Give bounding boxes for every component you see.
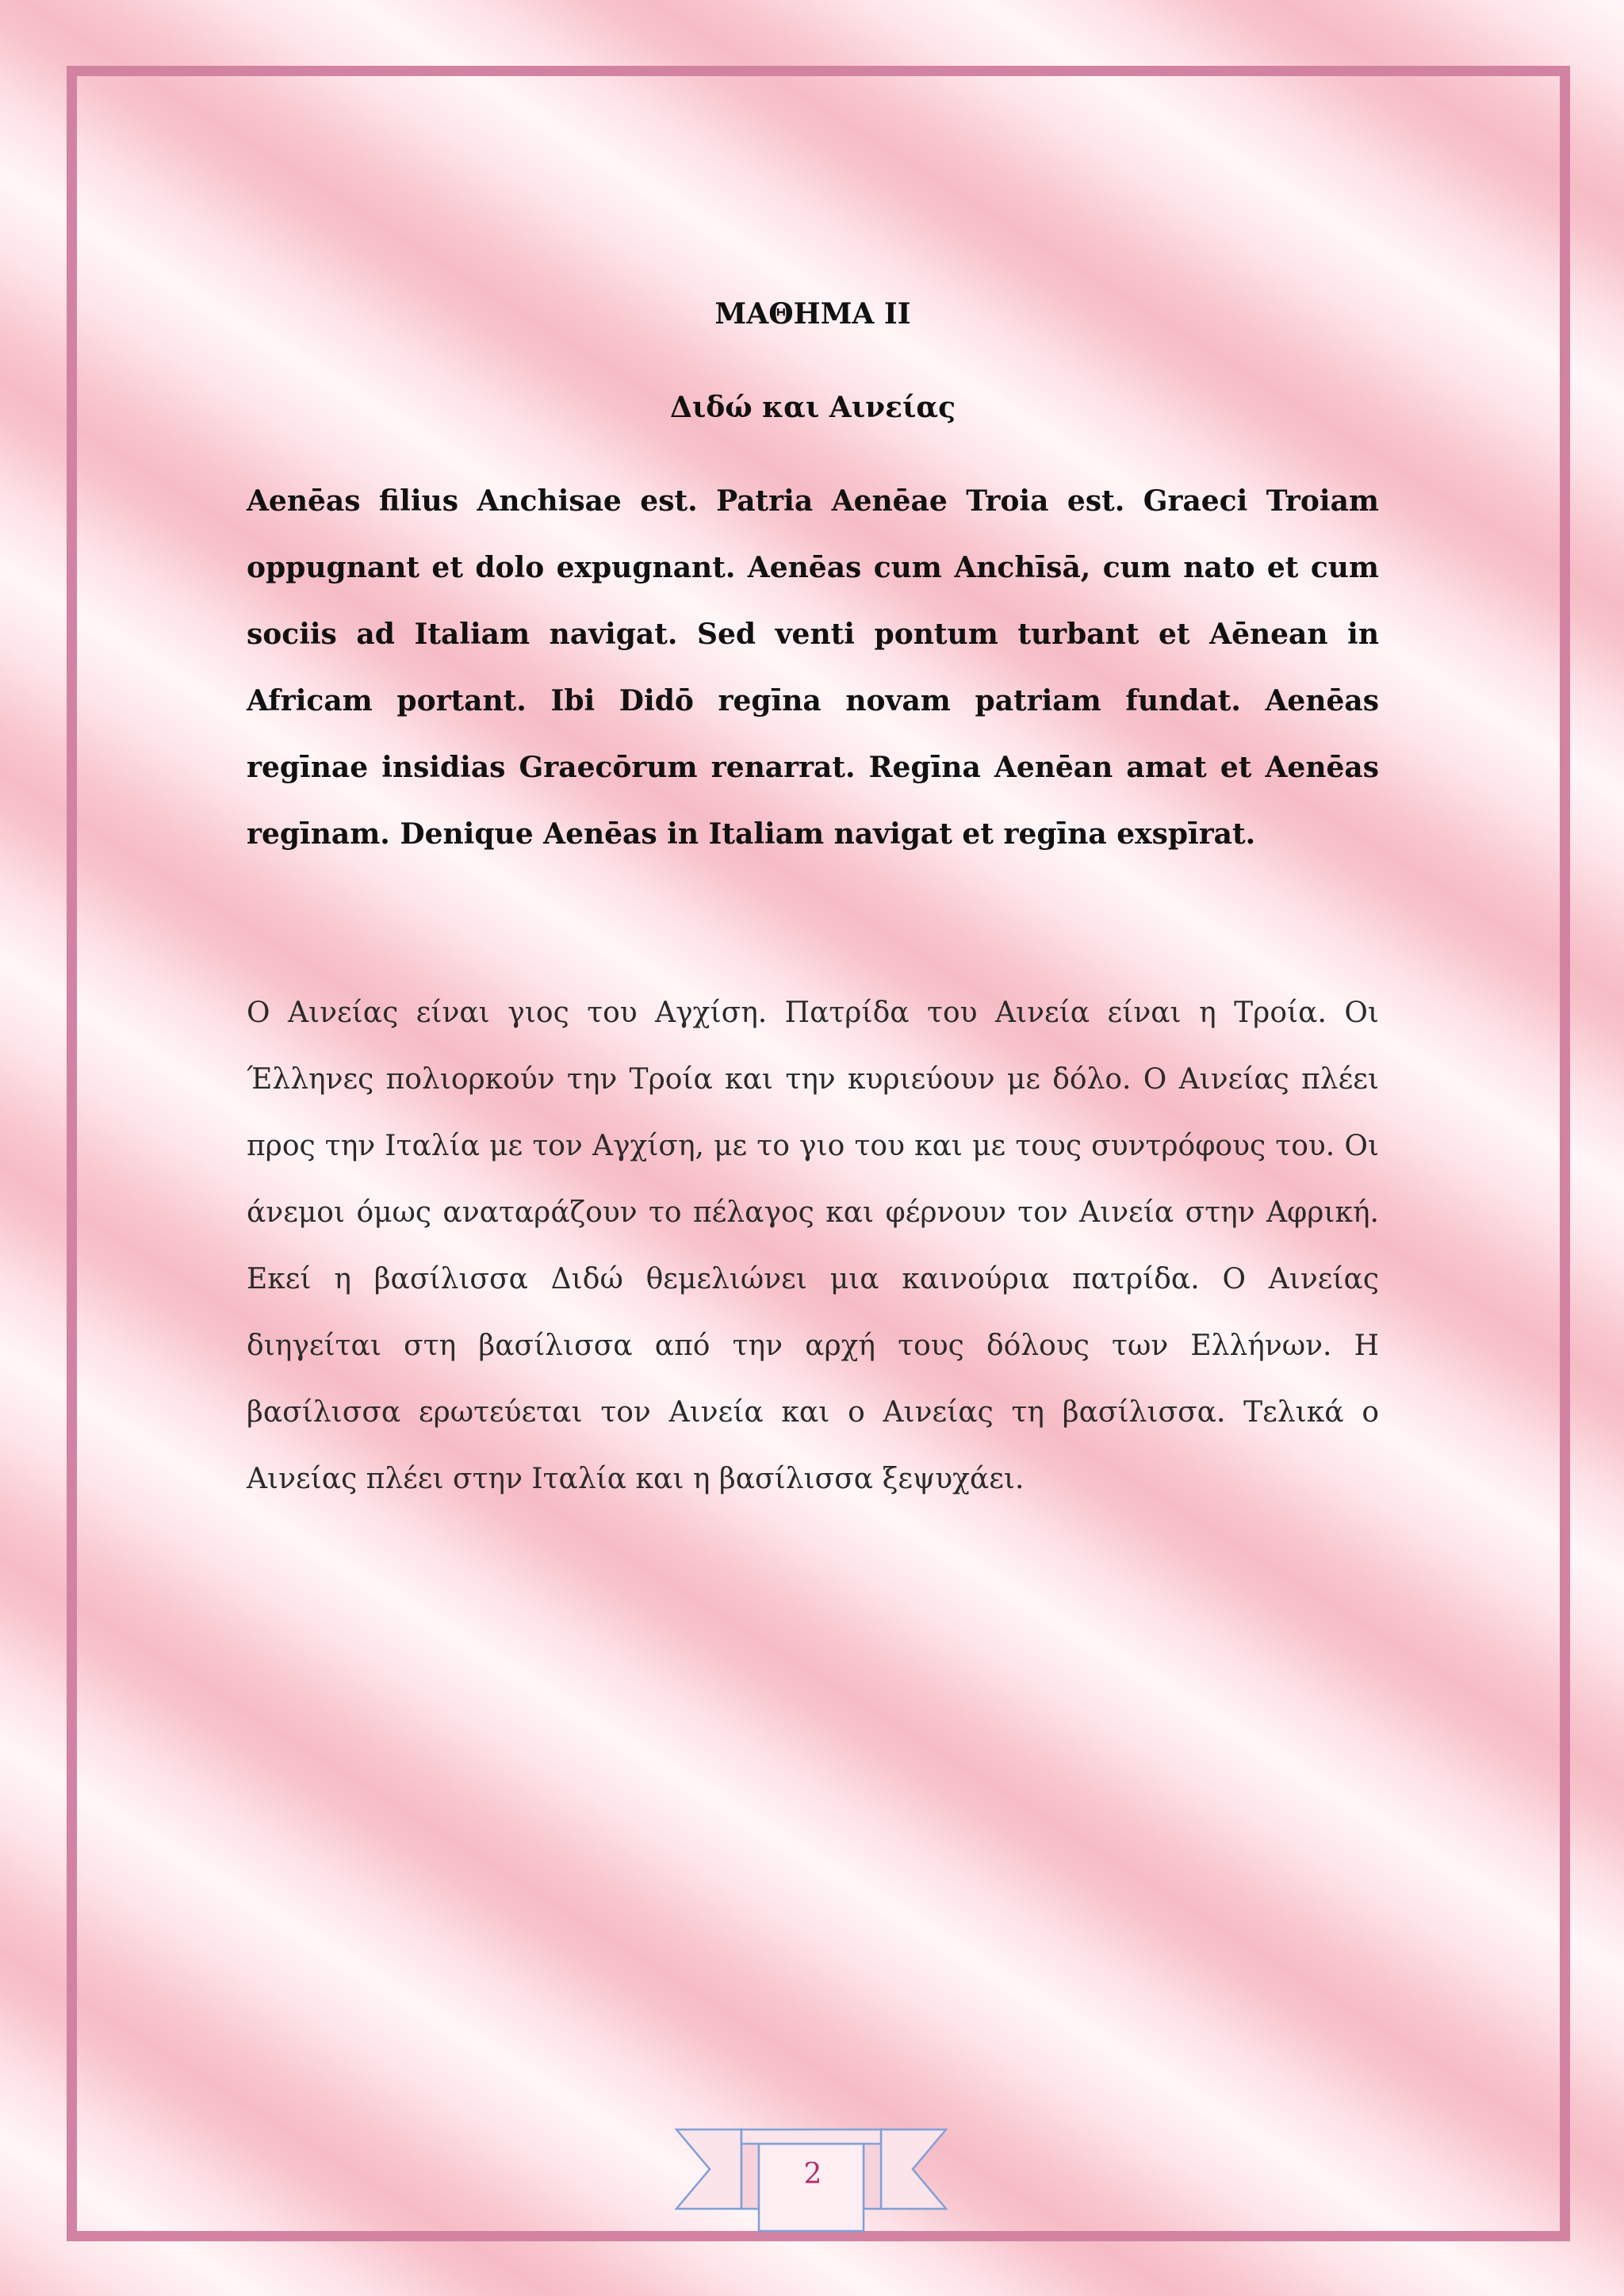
document-content — [247, 285, 1379, 1513]
greek-translation-paragraph: Ο Αινείας είναι γιος του Αγχίση. Πατρίδα του Αινεία είναι η Τροία. Οι Έλληνες πολιορκούν την Τροία και την κυριεύουν με δόλο. Ο Αινείας πλέει προς την Ιταλία με τον Αγχίση, με το γιο του και με τους συντρόφους του. Οι άνεμοι όμως αναταράζουν το πέλαγος και φέρνουν τον Αινεία στην Αφρική. Εκεί η βασίλισσα Διδώ θεμελιώνει μια καινούρια πατρίδα. Ο Αινείας διηγείται στη βασίλισσα από την αρχή τους δόλους των Ελλήνων. Η βασίλισσα ερωτεύεται τον Αινεία και ο Αινείας τη βασίλισσα. Τελικά ο Αινείας πλέει στην Ιταλία και η βασίλισσα ξεψυχάει. — [247, 997, 1379, 1495]
latin-paragraph: Aenēas filius Anchisae est. Patria Aenēae Troia est. Graeci Troiam oppugnant et dolo expugnant. Aenēas cum Anchīsā, cum nato et cum sociis ad Italiam navigat. Sed venti pontum turbant et Aēnean in Africam portant. Ibi Didō regīna novam patriam fundat. Aenēas regīnae insidias Graecōrum renarrat. Regīna Aenēan amat et Aenēas regīnam. Denique Aenēas in Italiam navigat et regīna exspīrat. — [247, 484, 1379, 851]
page-number: 2 — [803, 2158, 822, 2191]
lesson-title: ΜΑΘΗΜΑ ΙΙ — [714, 297, 911, 331]
lesson-subtitle: Διδώ και Αινείας — [669, 391, 956, 424]
